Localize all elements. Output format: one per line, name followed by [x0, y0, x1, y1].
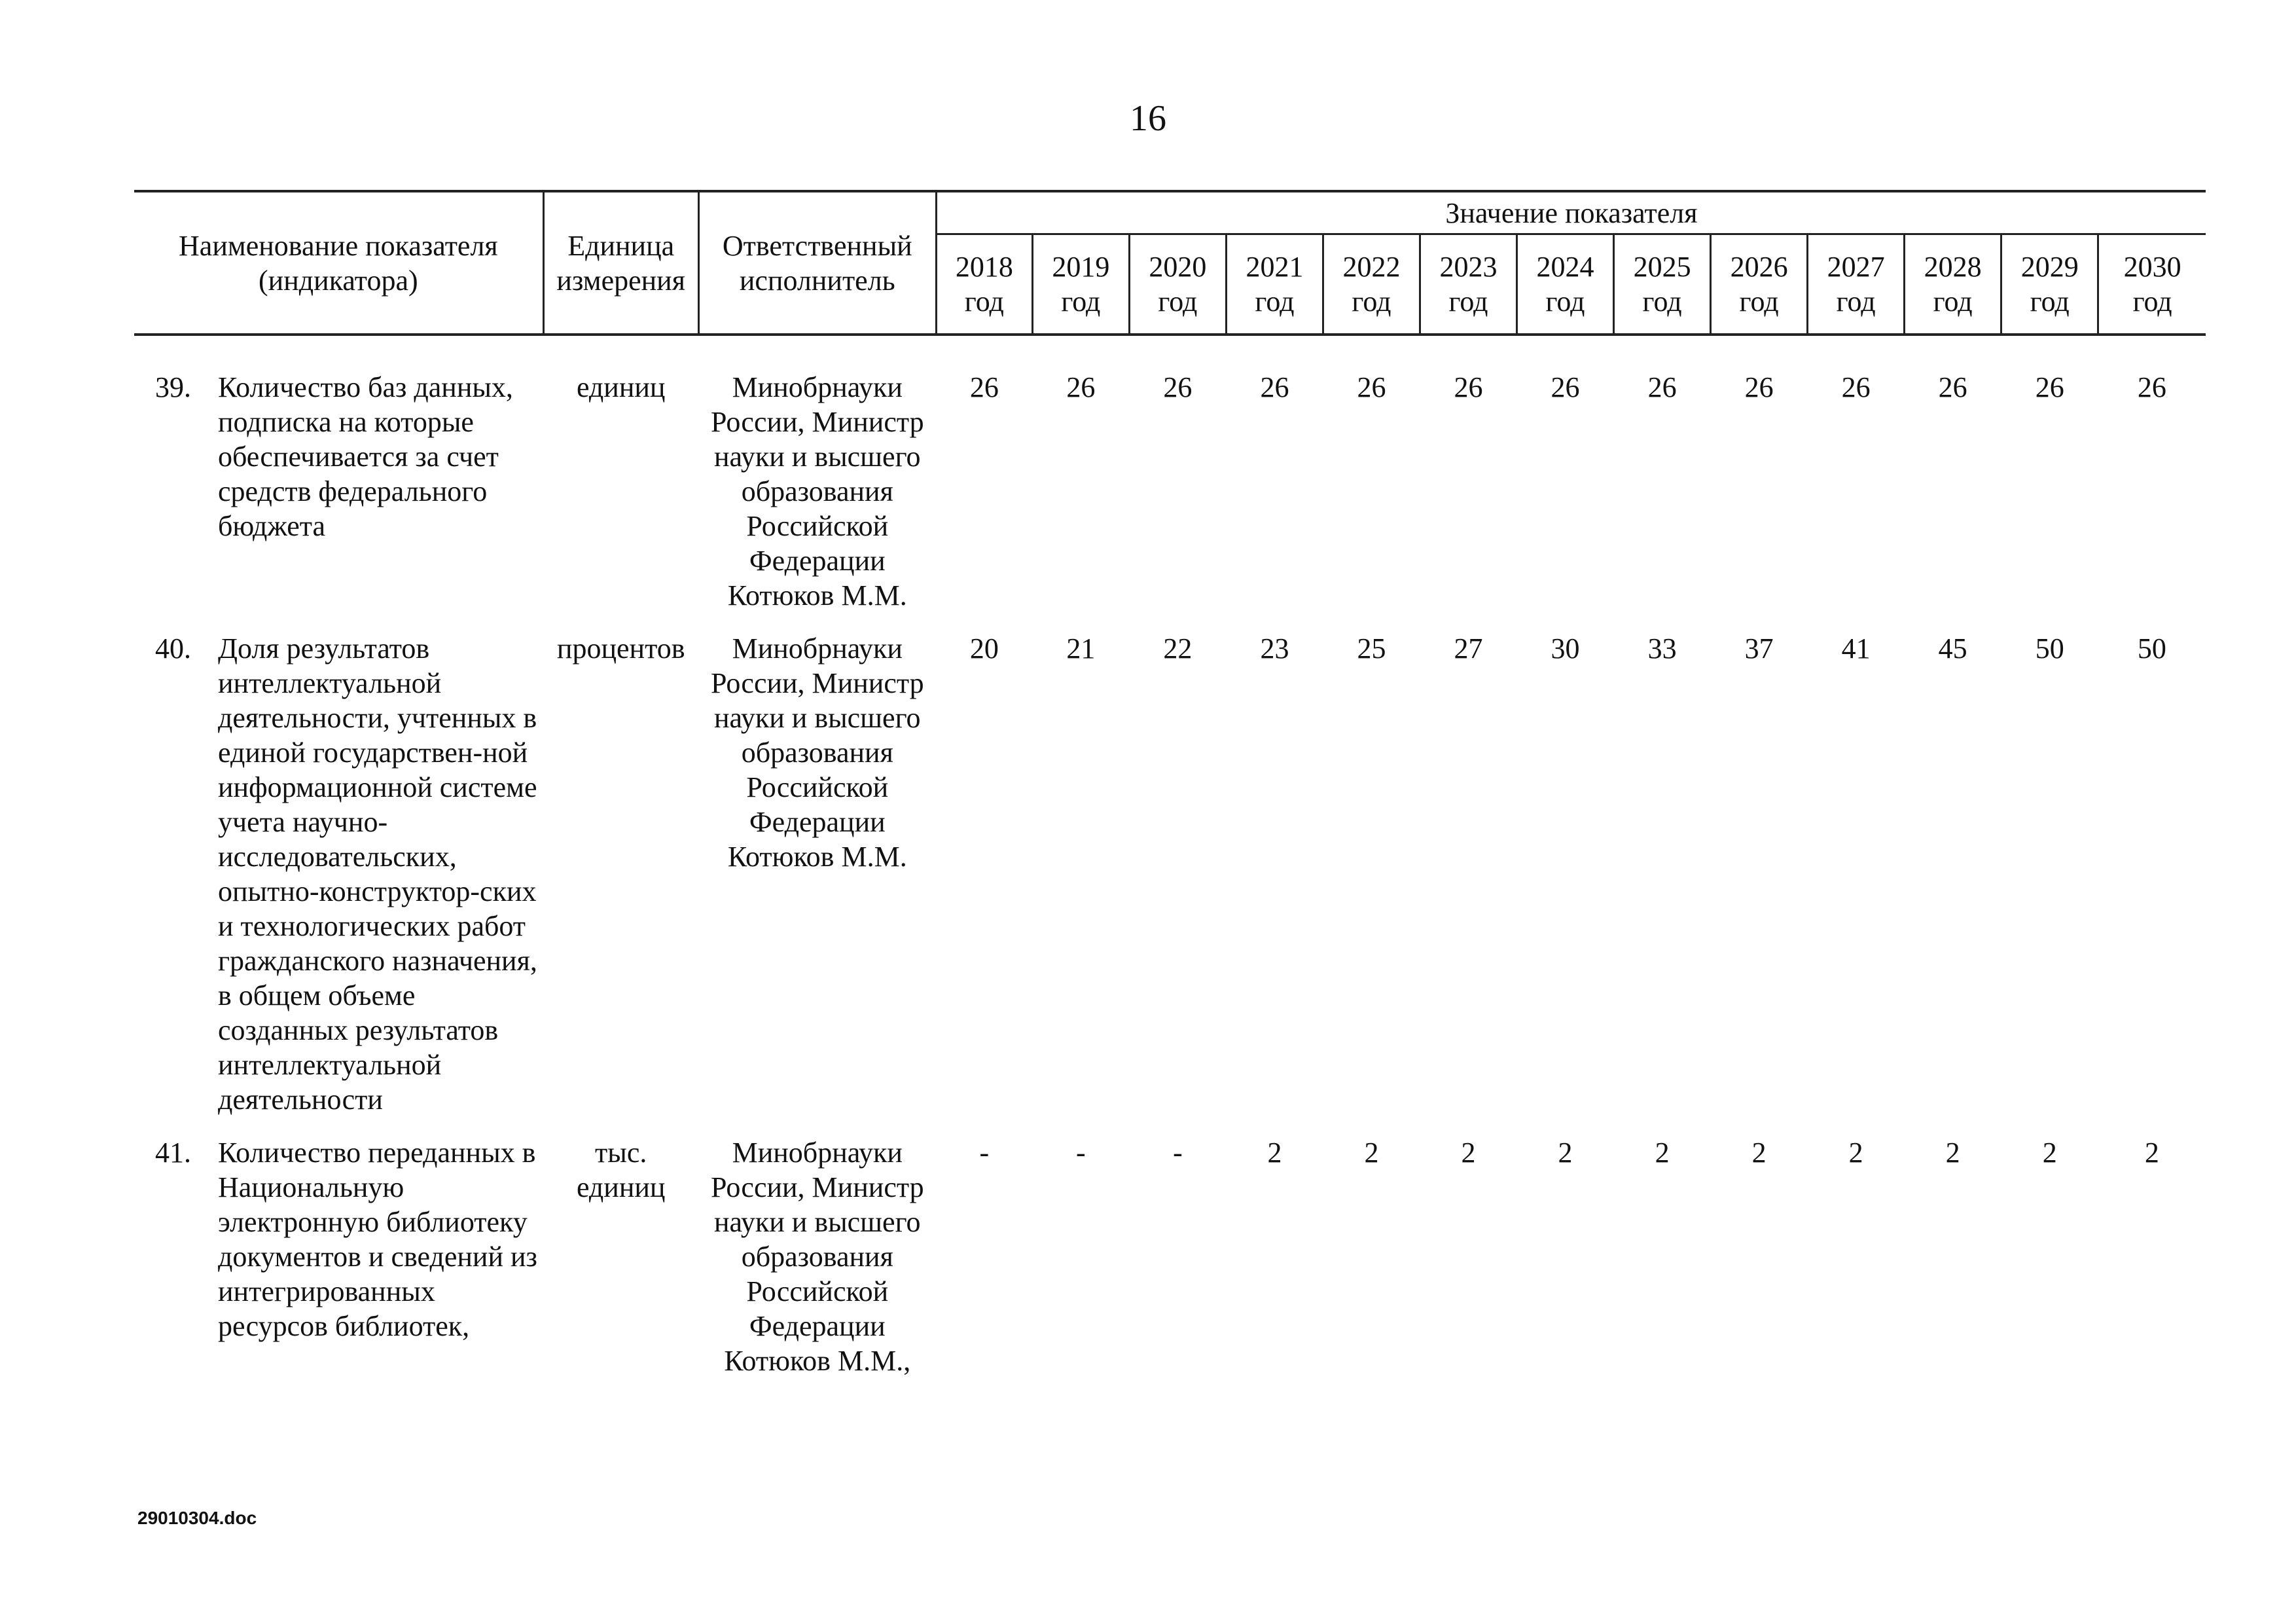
value-cell: 26: [1066, 371, 1096, 403]
value-cell: -: [979, 1137, 990, 1169]
page-number: 16: [1130, 98, 1166, 139]
header-year: 2023 год: [1420, 234, 1516, 335]
value-cell: 26: [969, 371, 999, 403]
header-year: 2019 год: [1032, 234, 1129, 335]
header-unit: Единица измерения: [543, 191, 698, 335]
header-year: 2022 год: [1323, 234, 1420, 335]
executor-cell: Минобрнауки России, Министр науки и высшего образования Российской Федерации Котюков М.М.: [710, 371, 924, 611]
unit-cell: процентов: [556, 632, 685, 665]
unit-cell: единиц: [576, 371, 666, 403]
value-cell: 33: [1647, 632, 1677, 665]
value-cell: 26: [1841, 371, 1871, 403]
value-cell: 22: [1163, 632, 1193, 665]
executor-cell: Минобрнауки России, Министр науки и высшего образования Российской Федерации Котюков М.М.,: [710, 1137, 924, 1377]
value-cell: 26: [1938, 371, 1967, 403]
header-value-group: Значение показателя: [936, 191, 2206, 234]
row-number: 40.: [155, 632, 191, 665]
value-cell: 45: [1938, 632, 1967, 665]
unit-cell: тыс. единиц: [576, 1137, 666, 1203]
header-year: 2021 год: [1226, 234, 1323, 335]
indicator-name-cell: [134, 613, 543, 1117]
value-cell: 2: [1848, 1137, 1863, 1169]
value-cell: 30: [1551, 632, 1580, 665]
value-cell: 2: [1267, 1137, 1282, 1169]
header-year: 2018 год: [936, 234, 1032, 335]
value-cell: 23: [1260, 632, 1289, 665]
value-cell: 2: [1364, 1137, 1379, 1169]
indicator-table: [134, 190, 2206, 1378]
indicator-name-cell: [134, 335, 543, 613]
indicator-name-cell: [134, 1117, 543, 1378]
header-year: 2029 год: [2001, 234, 2098, 335]
document-code: 29010304.doc: [137, 1508, 257, 1528]
value-cell: 20: [969, 632, 999, 665]
header-indicator-name: Наименование показателя (индикатора): [134, 191, 543, 335]
value-cell: 37: [1744, 632, 1774, 665]
value-cell: 41: [1841, 632, 1871, 665]
value-cell: -: [1076, 1137, 1086, 1169]
value-cell: 26: [2137, 371, 2166, 403]
indicator-name: Количество баз данных, подписка на которые обеспечивается за счет средств федерального бюджета: [218, 371, 513, 542]
value-cell: 26: [1744, 371, 1774, 403]
value-cell: 2: [2042, 1137, 2057, 1169]
indicator-name: Доля результатов интеллектуальной деятельности, учтенных в единой государствен-ной информационной системе учета научно-исследовательских, опытно-конструктор-ских и технологических работ гражданского назначения, в общем объеме созданных результатов интеллектуальной деятельности: [218, 632, 537, 1116]
value-cell: 26: [2035, 371, 2064, 403]
value-cell: 2: [1461, 1137, 1476, 1169]
value-cell: 26: [1260, 371, 1289, 403]
row-number: 41.: [155, 1137, 191, 1169]
header-year: 2027 год: [1808, 234, 1905, 335]
value-cell: 26: [1454, 371, 1483, 403]
header-year: 2025 год: [1614, 234, 1711, 335]
header-year: 2030 год: [2098, 234, 2206, 335]
value-cell: 50: [2137, 632, 2166, 665]
value-cell: 2: [1945, 1137, 1960, 1169]
header-year: 2028 год: [1905, 234, 2001, 335]
header-year: 2024 год: [1517, 234, 1614, 335]
value-cell: 26: [1357, 371, 1386, 403]
value-cell: 26: [1163, 371, 1193, 403]
value-cell: -: [1173, 1137, 1183, 1169]
value-cell: 26: [1551, 371, 1580, 403]
value-cell: 2: [2144, 1137, 2159, 1169]
value-cell: 27: [1454, 632, 1483, 665]
value-cell: 26: [1647, 371, 1677, 403]
header-year: 2020 год: [1129, 234, 1226, 335]
value-cell: 21: [1066, 632, 1096, 665]
value-cell: 2: [1655, 1137, 1670, 1169]
table-row: [134, 613, 2206, 1117]
header-year: 2026 год: [1711, 234, 1808, 335]
value-cell: 50: [2035, 632, 2064, 665]
table-row: [134, 335, 2206, 613]
value-cell: 25: [1357, 632, 1386, 665]
header-executor: Ответственный исполнитель: [698, 191, 936, 335]
value-cell: 2: [1558, 1137, 1573, 1169]
table-row: [134, 1117, 2206, 1378]
row-number: 39.: [155, 371, 191, 403]
value-cell: 2: [1751, 1137, 1767, 1169]
indicator-name: Количество переданных в Национальную электронную библиотеку документов и сведений из интегрированных ресурсов библиотек,: [218, 1137, 537, 1342]
executor-cell: Минобрнауки России, Министр науки и высшего образования Российской Федерации Котюков М.М.: [710, 632, 924, 873]
